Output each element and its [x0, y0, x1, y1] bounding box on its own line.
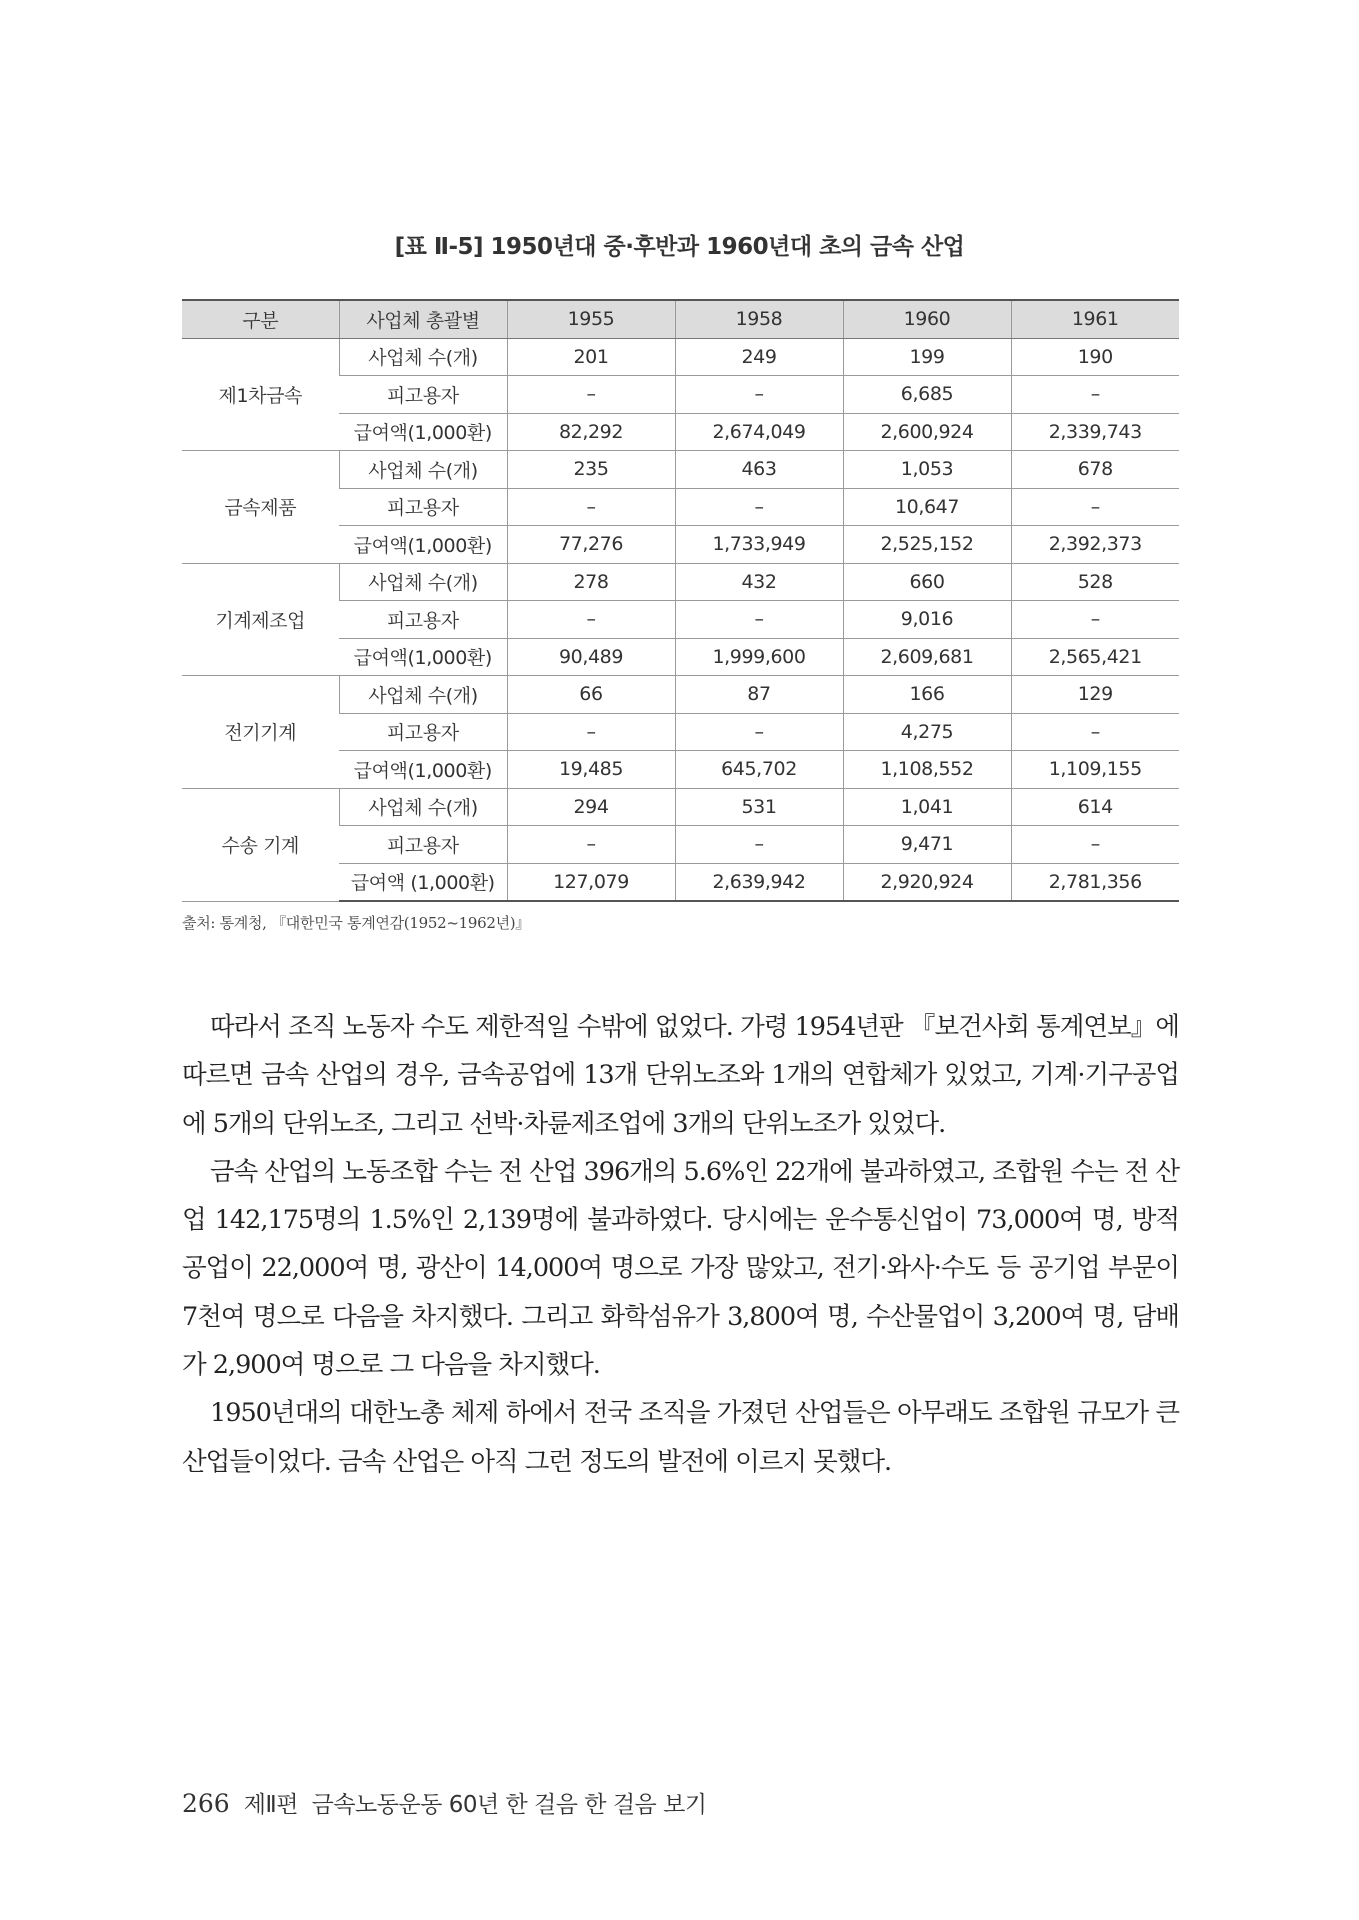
table-cell: 66 [507, 676, 675, 714]
table-cell: 528 [1011, 563, 1179, 601]
page-footer [182, 1786, 707, 1819]
row-label: 사업체 수(개) [339, 676, 507, 714]
table-cell: – [507, 376, 675, 414]
table-cell: – [675, 826, 843, 864]
row-label: 피고용자 [339, 601, 507, 639]
column-header: 1958 [675, 300, 843, 338]
table-cell: – [507, 488, 675, 526]
table-cell: 531 [675, 788, 843, 826]
table-cell: 278 [507, 563, 675, 601]
row-label: 사업체 수(개) [339, 338, 507, 376]
row-label: 피고용자 [339, 376, 507, 414]
table-cell: 82,292 [507, 413, 675, 451]
column-header: 사업체 총괄별 [339, 300, 507, 338]
row-label: 피고용자 [339, 713, 507, 751]
table-cell: 294 [507, 788, 675, 826]
body-text [182, 1003, 1179, 1486]
table-cell: 2,565,421 [1011, 638, 1179, 676]
table-cell: 432 [675, 563, 843, 601]
row-label: 피고용자 [339, 488, 507, 526]
table-cell: 77,276 [507, 526, 675, 564]
table-header [182, 300, 1179, 338]
table-cell: 1,733,949 [675, 526, 843, 564]
running-title: 제Ⅱ편 금속노동운동 60년 한 걸음 한 걸음 보기 [243, 1792, 707, 1818]
table-cell: 19,485 [507, 751, 675, 789]
table-source-note: 출처: 통계청, 『대한민국 통계연감(1952~1962년)』 [182, 914, 531, 932]
table-row [182, 676, 1179, 714]
row-label: 급여액(1,000환) [339, 751, 507, 789]
table-cell: 2,600,924 [843, 413, 1011, 451]
table-cell: 1,053 [843, 451, 1011, 489]
table-cell: 2,920,924 [843, 863, 1011, 901]
table-cell: 645,702 [675, 751, 843, 789]
table-cell: 235 [507, 451, 675, 489]
metal-industry-table [182, 299, 1179, 902]
row-label: 급여액(1,000환) [339, 413, 507, 451]
table-cell: – [1011, 713, 1179, 751]
group-label: 금속제품 [182, 451, 339, 564]
table-row [182, 338, 1179, 376]
table-cell: – [507, 826, 675, 864]
group-label: 기계제조업 [182, 563, 339, 676]
paragraph: 금속 산업의 노동조합 수는 전 산업 396개의 5.6%인 22개에 불과하였고, 조합원 수는 전 산업 142,175명의 1.5%인 2,139명에 불과하였다. 당시에는 운수통신업이 73,000여 명, 방적공업이 22,000여 명, 광산이 14,000여 명으로 가장 많았고, 전기·와사·수도 등 공기업 부문이 7천여 명으로 다음을 차지했다. 그리고 화학섬유가 3,800여 명, 수산물업이 3,200여 명, 담배가 2,900여 명으로 그 다음을 차지했다. [182, 1156, 1180, 1381]
table-cell: 199 [843, 338, 1011, 376]
table-cell: – [675, 488, 843, 526]
row-label: 급여액(1,000환) [339, 526, 507, 564]
table-cell: 249 [675, 338, 843, 376]
table-cell: 129 [1011, 676, 1179, 714]
table-cell: 1,999,600 [675, 638, 843, 676]
group-label: 수송 기계 [182, 788, 339, 901]
table-cell: 2,639,942 [675, 863, 843, 901]
group-label: 제1차금속 [182, 338, 339, 451]
table-cell: – [507, 713, 675, 751]
table-cell: 2,781,356 [1011, 863, 1179, 901]
table-cell: 1,041 [843, 788, 1011, 826]
row-label: 사업체 수(개) [339, 451, 507, 489]
table-cell: – [507, 601, 675, 639]
table-cell: 1,108,552 [843, 751, 1011, 789]
table-cell: 9,471 [843, 826, 1011, 864]
table-header-row [182, 300, 1179, 338]
row-label: 사업체 수(개) [339, 788, 507, 826]
paragraph: 따라서 조직 노동자 수도 제한적일 수밖에 없었다. 가령 1954년판 『보건사회 통계연보』에 따르면 금속 산업의 경우, 금속공업에 13개 단위노조와 1개의 연합체가 있었고, 기계·기구공업에 5개의 단위노조, 그리고 선박·차륜제조업에 3개의 단위노조가 있었다. [182, 1012, 1179, 1139]
table-cell: – [675, 713, 843, 751]
column-header: 1960 [843, 300, 1011, 338]
table-cell: 6,685 [843, 376, 1011, 414]
table-row [182, 563, 1179, 601]
column-header: 1955 [507, 300, 675, 338]
table-cell: 463 [675, 451, 843, 489]
table-cell: 90,489 [507, 638, 675, 676]
table-cell: 1,109,155 [1011, 751, 1179, 789]
paragraph: 1950년대의 대한노총 체제 하에서 전국 조직을 가졌던 산업들은 아무래도 조합원 규모가 큰 산업들이었다. 금속 산업은 아직 그런 정도의 발전에 이르지 못했다. [182, 1398, 1179, 1477]
table-caption: [표 Ⅱ-5] 1950년대 중·후반과 1960년대 초의 금속 산업 [394, 234, 965, 260]
table-cell: 127,079 [507, 863, 675, 901]
table-cell: 2,339,743 [1011, 413, 1179, 451]
table-row [182, 788, 1179, 826]
table-cell: – [1011, 376, 1179, 414]
row-label: 피고용자 [339, 826, 507, 864]
table-cell: 87 [675, 676, 843, 714]
table-cell: 614 [1011, 788, 1179, 826]
table-cell: 4,275 [843, 713, 1011, 751]
table-cell: – [1011, 488, 1179, 526]
table-cell: 660 [843, 563, 1011, 601]
table-cell: 201 [507, 338, 675, 376]
table-row [182, 451, 1179, 489]
column-header: 구분 [182, 300, 339, 338]
table-cell: 2,525,152 [843, 526, 1011, 564]
page-number: 266 [182, 1789, 230, 1818]
column-header: 1961 [1011, 300, 1179, 338]
table-cell: 2,609,681 [843, 638, 1011, 676]
table-cell: – [1011, 826, 1179, 864]
row-label: 급여액 (1,000환) [339, 863, 507, 901]
table-body [182, 338, 1179, 901]
table-cell: 9,016 [843, 601, 1011, 639]
row-label: 급여액(1,000환) [339, 638, 507, 676]
table-cell: – [675, 376, 843, 414]
table-cell: 678 [1011, 451, 1179, 489]
table-cell: 190 [1011, 338, 1179, 376]
table-cell: – [675, 601, 843, 639]
table-cell: 2,674,049 [675, 413, 843, 451]
row-label: 사업체 수(개) [339, 563, 507, 601]
table-cell: 10,647 [843, 488, 1011, 526]
table-cell: 166 [843, 676, 1011, 714]
table-cell: 2,392,373 [1011, 526, 1179, 564]
group-label: 전기기계 [182, 676, 339, 789]
table-cell: – [1011, 601, 1179, 639]
